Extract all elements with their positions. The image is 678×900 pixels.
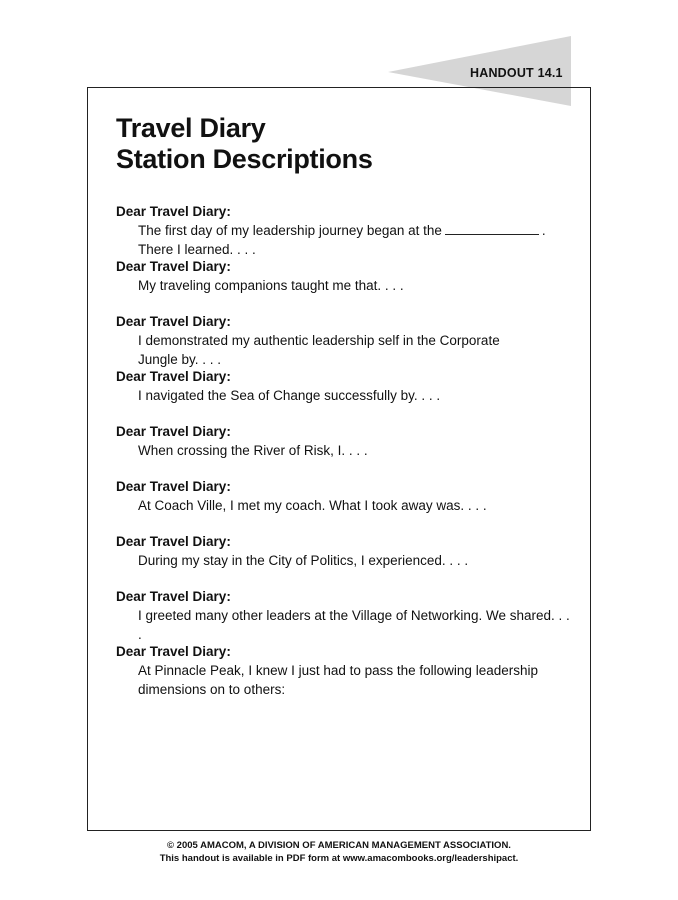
entry-body: I navigated the Sea of Change successfully by. . . . [138,388,441,403]
entry-body-line-2: dimensions on to others: [138,682,286,697]
entry-body-line-2: There I learned. . . . [138,242,256,257]
page-title [116,113,373,175]
diary-entry [116,588,576,643]
diary-entry [116,533,576,588]
page-footer [0,839,678,865]
entry-body-suffix: . [541,223,546,238]
handout-label: HANDOUT 14.1 [470,66,563,80]
diary-entry [116,478,576,533]
entry-body-line-2: Jungle by. . . . [138,352,222,367]
entry-heading: Dear Travel Diary: [116,479,231,494]
entry-heading: Dear Travel Diary: [116,259,231,274]
entry-body: At Coach Ville, I met my coach. What I took away was. . . . [138,498,487,513]
pdf-availability-notice: This handout is available in PDF form at www.amacombooks.org/leadershipact. [159,853,519,864]
entry-heading: Dear Travel Diary: [116,534,231,549]
diary-entry [116,258,576,313]
entry-body-prefix: The first day of my leadership journey began at the [138,223,442,238]
entry-body: At Pinnacle Peak, I knew I just had to pass the following leadership [138,663,538,678]
entry-body: I greeted many other leaders at the Village of Networking. We shared. . . . [138,608,570,642]
diary-entry [116,643,576,698]
diary-entries [116,203,576,698]
entry-heading: Dear Travel Diary: [116,369,231,384]
entry-heading: Dear Travel Diary: [116,204,231,219]
entry-body: I demonstrated my authentic leadership self in the Corporate [138,333,500,348]
entry-body [138,221,576,240]
entry-heading: Dear Travel Diary: [116,424,231,439]
diary-entry [116,203,576,258]
diary-entry [116,313,576,368]
diary-entry [116,423,576,478]
fill-in-blank [445,223,539,235]
entry-heading: Dear Travel Diary: [116,589,231,604]
entry-heading: Dear Travel Diary: [116,644,231,659]
entry-body: When crossing the River of Risk, I. . . . [138,443,368,458]
copyright-notice: © 2005 AMACOM, A DIVISION OF AMERICAN MANAGEMENT ASSOCIATION. [167,840,511,851]
page-title-line-2: Station Descriptions [116,144,373,174]
page-title-line-1: Travel Diary [116,113,266,143]
diary-entry [116,368,576,423]
entry-body: During my stay in the City of Politics, I experienced. . . . [138,553,469,568]
entry-body: My traveling companions taught me that. . . . [138,278,404,293]
entry-heading: Dear Travel Diary: [116,314,231,329]
